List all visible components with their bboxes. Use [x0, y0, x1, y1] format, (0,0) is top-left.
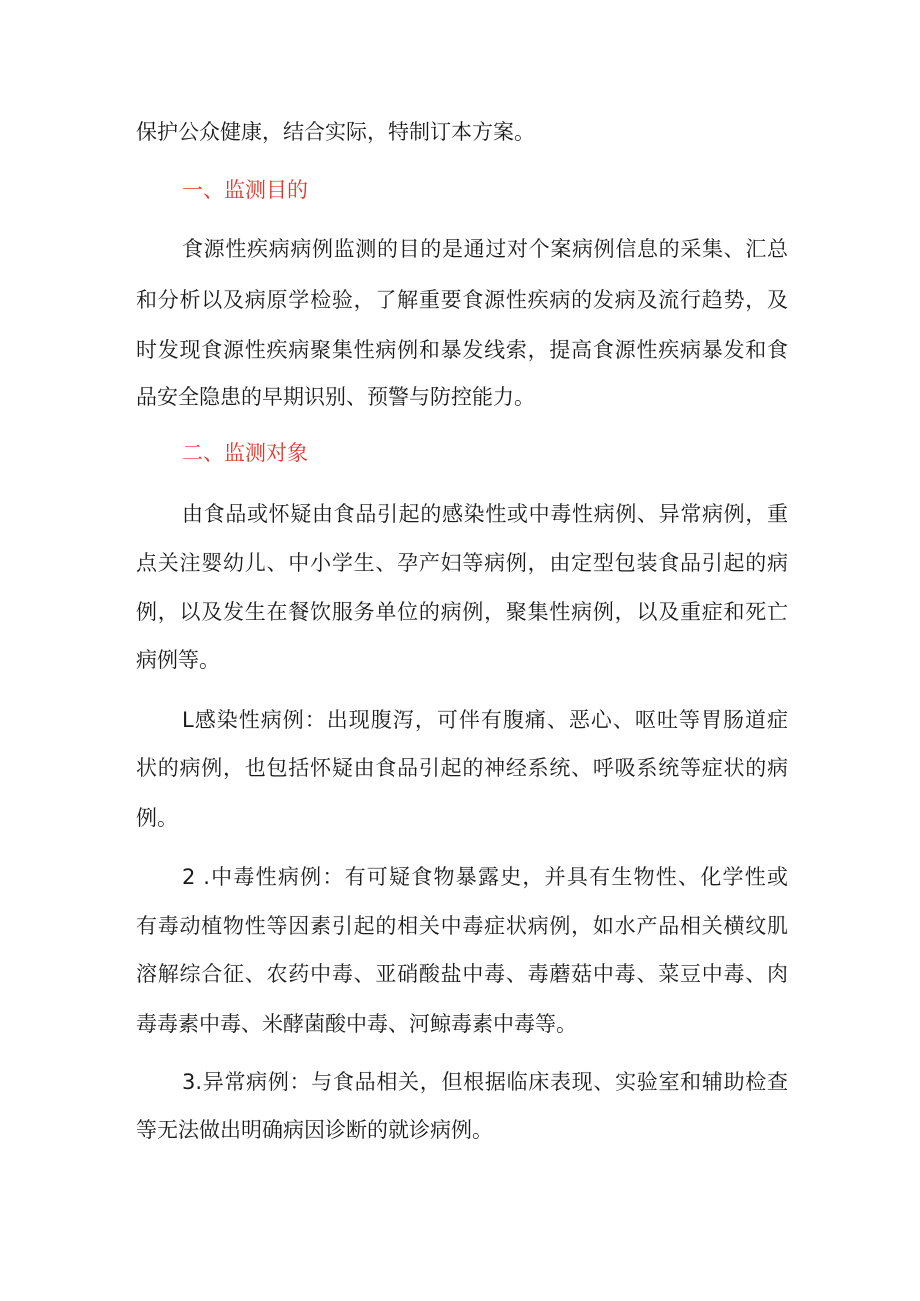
section-heading-purpose: 一、监测目的	[182, 178, 308, 202]
list-item-line: 状的病例，也包括怀疑由食品引起的神经系统、呼吸系统等症状的病	[136, 756, 788, 780]
paragraph-line: 由食品或怀疑由食品引起的感染性或中毒性病例、异常病例，重	[182, 502, 788, 526]
paragraph-line: 和分析以及病原学检验，了解重要食源性疾病的发病及流行趋势，及	[136, 288, 788, 312]
paragraph-line: 例，以及发生在餐饮服务单位的病例，聚集性病例，以及重症和死亡	[136, 600, 788, 624]
list-item-line: 毒毒素中毒、米酵菌酸中毒、河鲸毒素中毒等。	[136, 1012, 577, 1036]
paragraph-line: 食源性疾病病例监测的目的是通过对个案病例信息的采集、汇总	[182, 237, 788, 261]
list-item-line: 有毒动植物性等因素引起的相关中毒症状病例，如水产品相关横纹肌	[136, 914, 788, 938]
paragraph-line: 品安全隐患的早期识别、预警与防控能力。	[136, 385, 535, 409]
paragraph-line: 病例等。	[136, 648, 220, 672]
list-item-line: 例。	[136, 806, 178, 830]
list-item-line: 等无法做出明确病因诊断的就诊病例。	[136, 1118, 493, 1142]
list-item-line: L感染性病例：出现腹泻，可伴有腹痛、恶心、呕吐等胃肠道症	[182, 708, 788, 732]
intro-tail-line: 保护公众健康，结合实际，特制订本方案。	[136, 120, 535, 144]
list-item-line: 溶解综合征、农药中毒、亚硝酸盐中毒、毒蘑菇中毒、菜豆中毒、肉	[136, 962, 788, 986]
list-item-line: 2 .中毒性病例：有可疑食物暴露史，并具有生物性、化学性或	[182, 865, 788, 889]
paragraph-line: 时发现食源性疾病聚集性病例和暴发线索，提高食源性疾病暴发和食	[136, 338, 788, 362]
section-heading-objects: 二、监测对象	[182, 441, 308, 465]
list-item-line: 3.异常病例：与食品相关，但根据临床表现、实验室和辅助检查	[182, 1070, 788, 1094]
paragraph-line: 点关注婴幼儿、中小学生、孕产妇等病例，由定型包装食品引起的病	[136, 551, 788, 575]
